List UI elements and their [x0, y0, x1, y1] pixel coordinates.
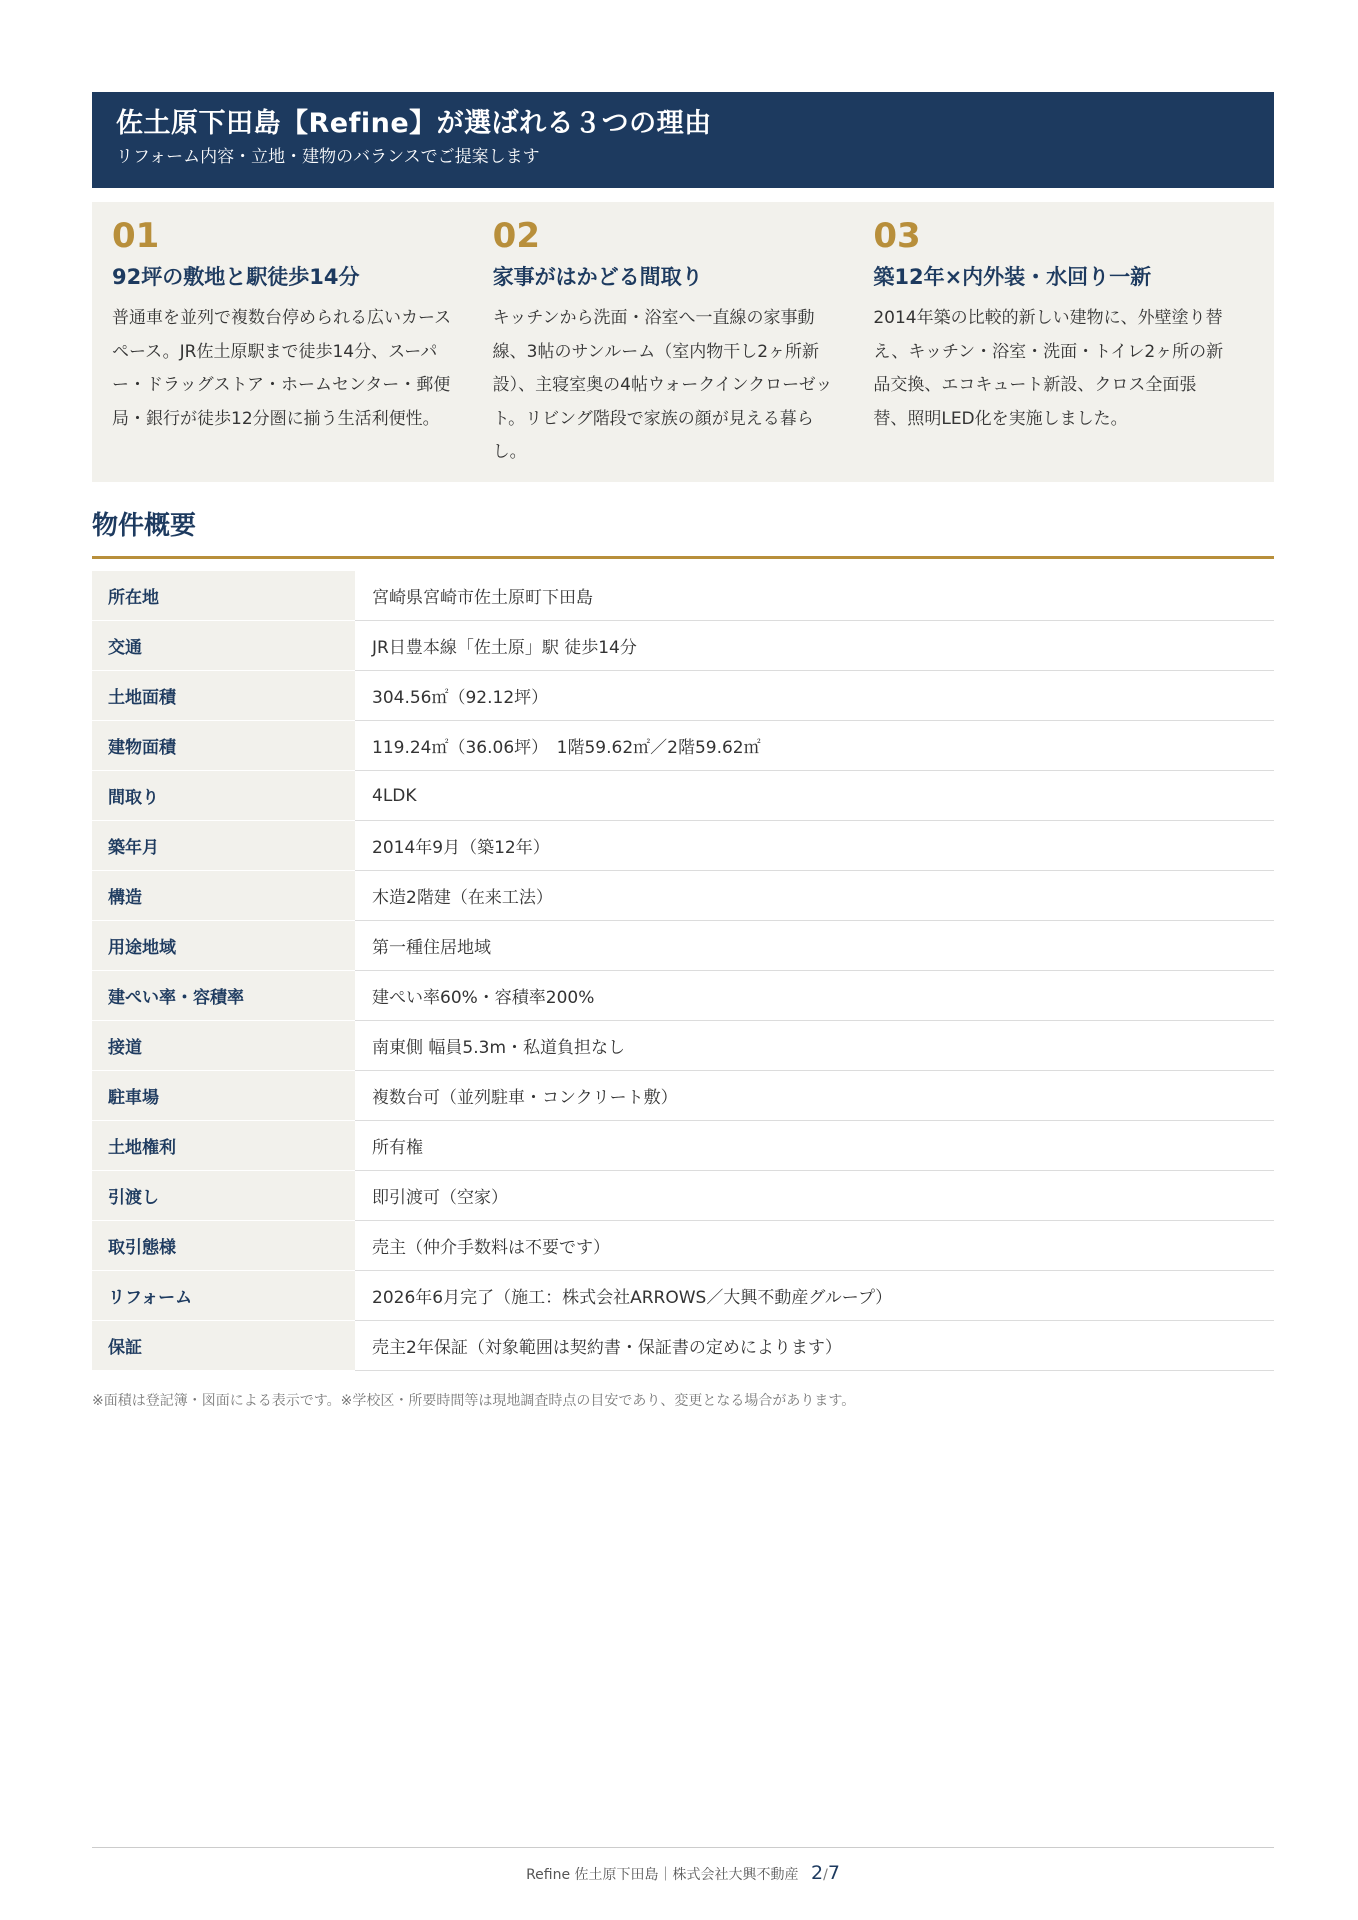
reason-body: 普通車を並列で複数台停められる広いカースペース。JR佐土原駅まで徒歩14分、スーパー・ドラッグストア・ホームセンター・郵便局・銀行が徒歩12分圏に揃う生活利便性。	[112, 308, 452, 429]
spec-label: 用途地域	[92, 921, 355, 971]
table-row	[92, 721, 1274, 771]
spec-value: 売主2年保証（対象範囲は契約書・保証書の定めによります）	[372, 1338, 842, 1358]
table-row	[92, 1171, 1274, 1221]
reason-title: 92坪の敷地と駅徒歩14分	[112, 265, 360, 289]
banner-title: 佐土原下田島【Refine】が選ばれる３つの理由	[116, 108, 712, 139]
spec-label: 引渡し	[92, 1171, 355, 1221]
reason-number: 03	[873, 216, 921, 256]
spec-value: 119.24㎡（36.06坪） 1階59.62㎡／2階59.62㎡	[372, 738, 761, 758]
spec-label: 間取り	[92, 771, 355, 821]
spec-label: 土地権利	[92, 1121, 355, 1171]
page-separator: /	[823, 1867, 828, 1883]
spec-value: 2026年6月完了（施工：株式会社ARROWS／大興不動産グループ）	[372, 1288, 893, 1308]
reason-title: 築12年×内外装・水回り一新	[873, 265, 1152, 289]
table-row	[92, 1221, 1274, 1271]
reason-number: 02	[492, 216, 540, 256]
spec-value: 304.56㎡（92.12坪）	[372, 688, 549, 708]
table-row	[92, 871, 1274, 921]
reason-item	[112, 212, 493, 482]
table-row	[92, 621, 1274, 671]
spec-value: 建ぺい率60%・容積率200%	[372, 988, 595, 1008]
page-number: 2	[811, 1862, 824, 1884]
table-row	[92, 1271, 1274, 1321]
table-row	[92, 671, 1274, 721]
spec-value: 4LDK	[372, 785, 417, 806]
spec-label: 土地面積	[92, 671, 355, 721]
table-row	[92, 571, 1274, 621]
table-row	[92, 1121, 1274, 1171]
banner-subtitle: リフォーム内容・立地・建物のバランスでご提案します	[116, 147, 540, 167]
table-row	[92, 1321, 1274, 1371]
spec-value: 複数台可（並列駐車・コンクリート敷）	[372, 1088, 678, 1108]
spec-label: 交通	[92, 621, 355, 671]
spec-value: 所有権	[372, 1138, 423, 1158]
section-title: 物件概要	[92, 506, 1274, 559]
table-row	[92, 1071, 1274, 1121]
spec-value: 売主（仲介手数料は不要です）	[372, 1238, 610, 1258]
spec-label: 構造	[92, 871, 355, 921]
table-row	[92, 1021, 1274, 1071]
reason-item	[873, 212, 1254, 482]
page	[92, 92, 1274, 1411]
table-row	[92, 821, 1274, 871]
table-row	[92, 771, 1274, 821]
reason-number: 01	[112, 216, 160, 256]
footer-text: Refine 佐土原下田島｜株式会社大興不動産	[526, 1867, 799, 1883]
spec-table	[92, 571, 1274, 1371]
page-total: 7	[827, 1862, 840, 1884]
table-row	[92, 921, 1274, 971]
spec-value: 宮崎県宮崎市佐土原町下田島	[372, 588, 593, 608]
spec-label: 建ぺい率・容積率	[92, 971, 355, 1021]
spec-label: 築年月	[92, 821, 355, 871]
spec-value: 第一種住居地域	[372, 938, 491, 958]
spec-label: 取引態様	[92, 1221, 355, 1271]
spec-label: 所在地	[92, 571, 355, 621]
footnote: ※面積は登記簿・図面による表示です。※学校区・所要時間等は現地調査時点の目安であり、変更となる場合があります。	[92, 1393, 856, 1409]
spec-label: リフォーム	[92, 1271, 355, 1321]
page-footer	[92, 1847, 1274, 1884]
spec-value: 2014年9月（築12年）	[372, 838, 550, 858]
spec-label: 駐車場	[92, 1071, 355, 1121]
spec-label: 保証	[92, 1321, 355, 1371]
spec-value: 即引渡可（空家）	[372, 1188, 508, 1208]
reason-body: 2014年築の比較的新しい建物に、外壁塗り替え、キッチン・浴室・洗面・トイレ2ヶ所の新品交換、エコキュート新設、クロス全面張替、照明LED化を実施しました。	[873, 308, 1224, 429]
reason-body: キッチンから洗面・浴室へ一直線の家事動線、3帖のサンルーム（室内物干し2ヶ所新設）、主寝室奥の4帖ウォークインクローゼット。リビング階段で家族の顔が見える暮らし。	[492, 308, 833, 462]
spec-value: 木造2階建（在来工法）	[372, 888, 553, 908]
table-row	[92, 971, 1274, 1021]
spec-value: JR日豊本線「佐土原」駅 徒歩14分	[372, 638, 637, 658]
reasons-panel	[92, 202, 1274, 482]
reason-item	[493, 212, 874, 482]
spec-label: 建物面積	[92, 721, 355, 771]
spec-label: 接道	[92, 1021, 355, 1071]
reason-title: 家事がはかどる間取り	[492, 265, 703, 289]
header-banner	[92, 92, 1274, 188]
spec-value: 南東側 幅員5.3m・私道負担なし	[372, 1038, 625, 1058]
